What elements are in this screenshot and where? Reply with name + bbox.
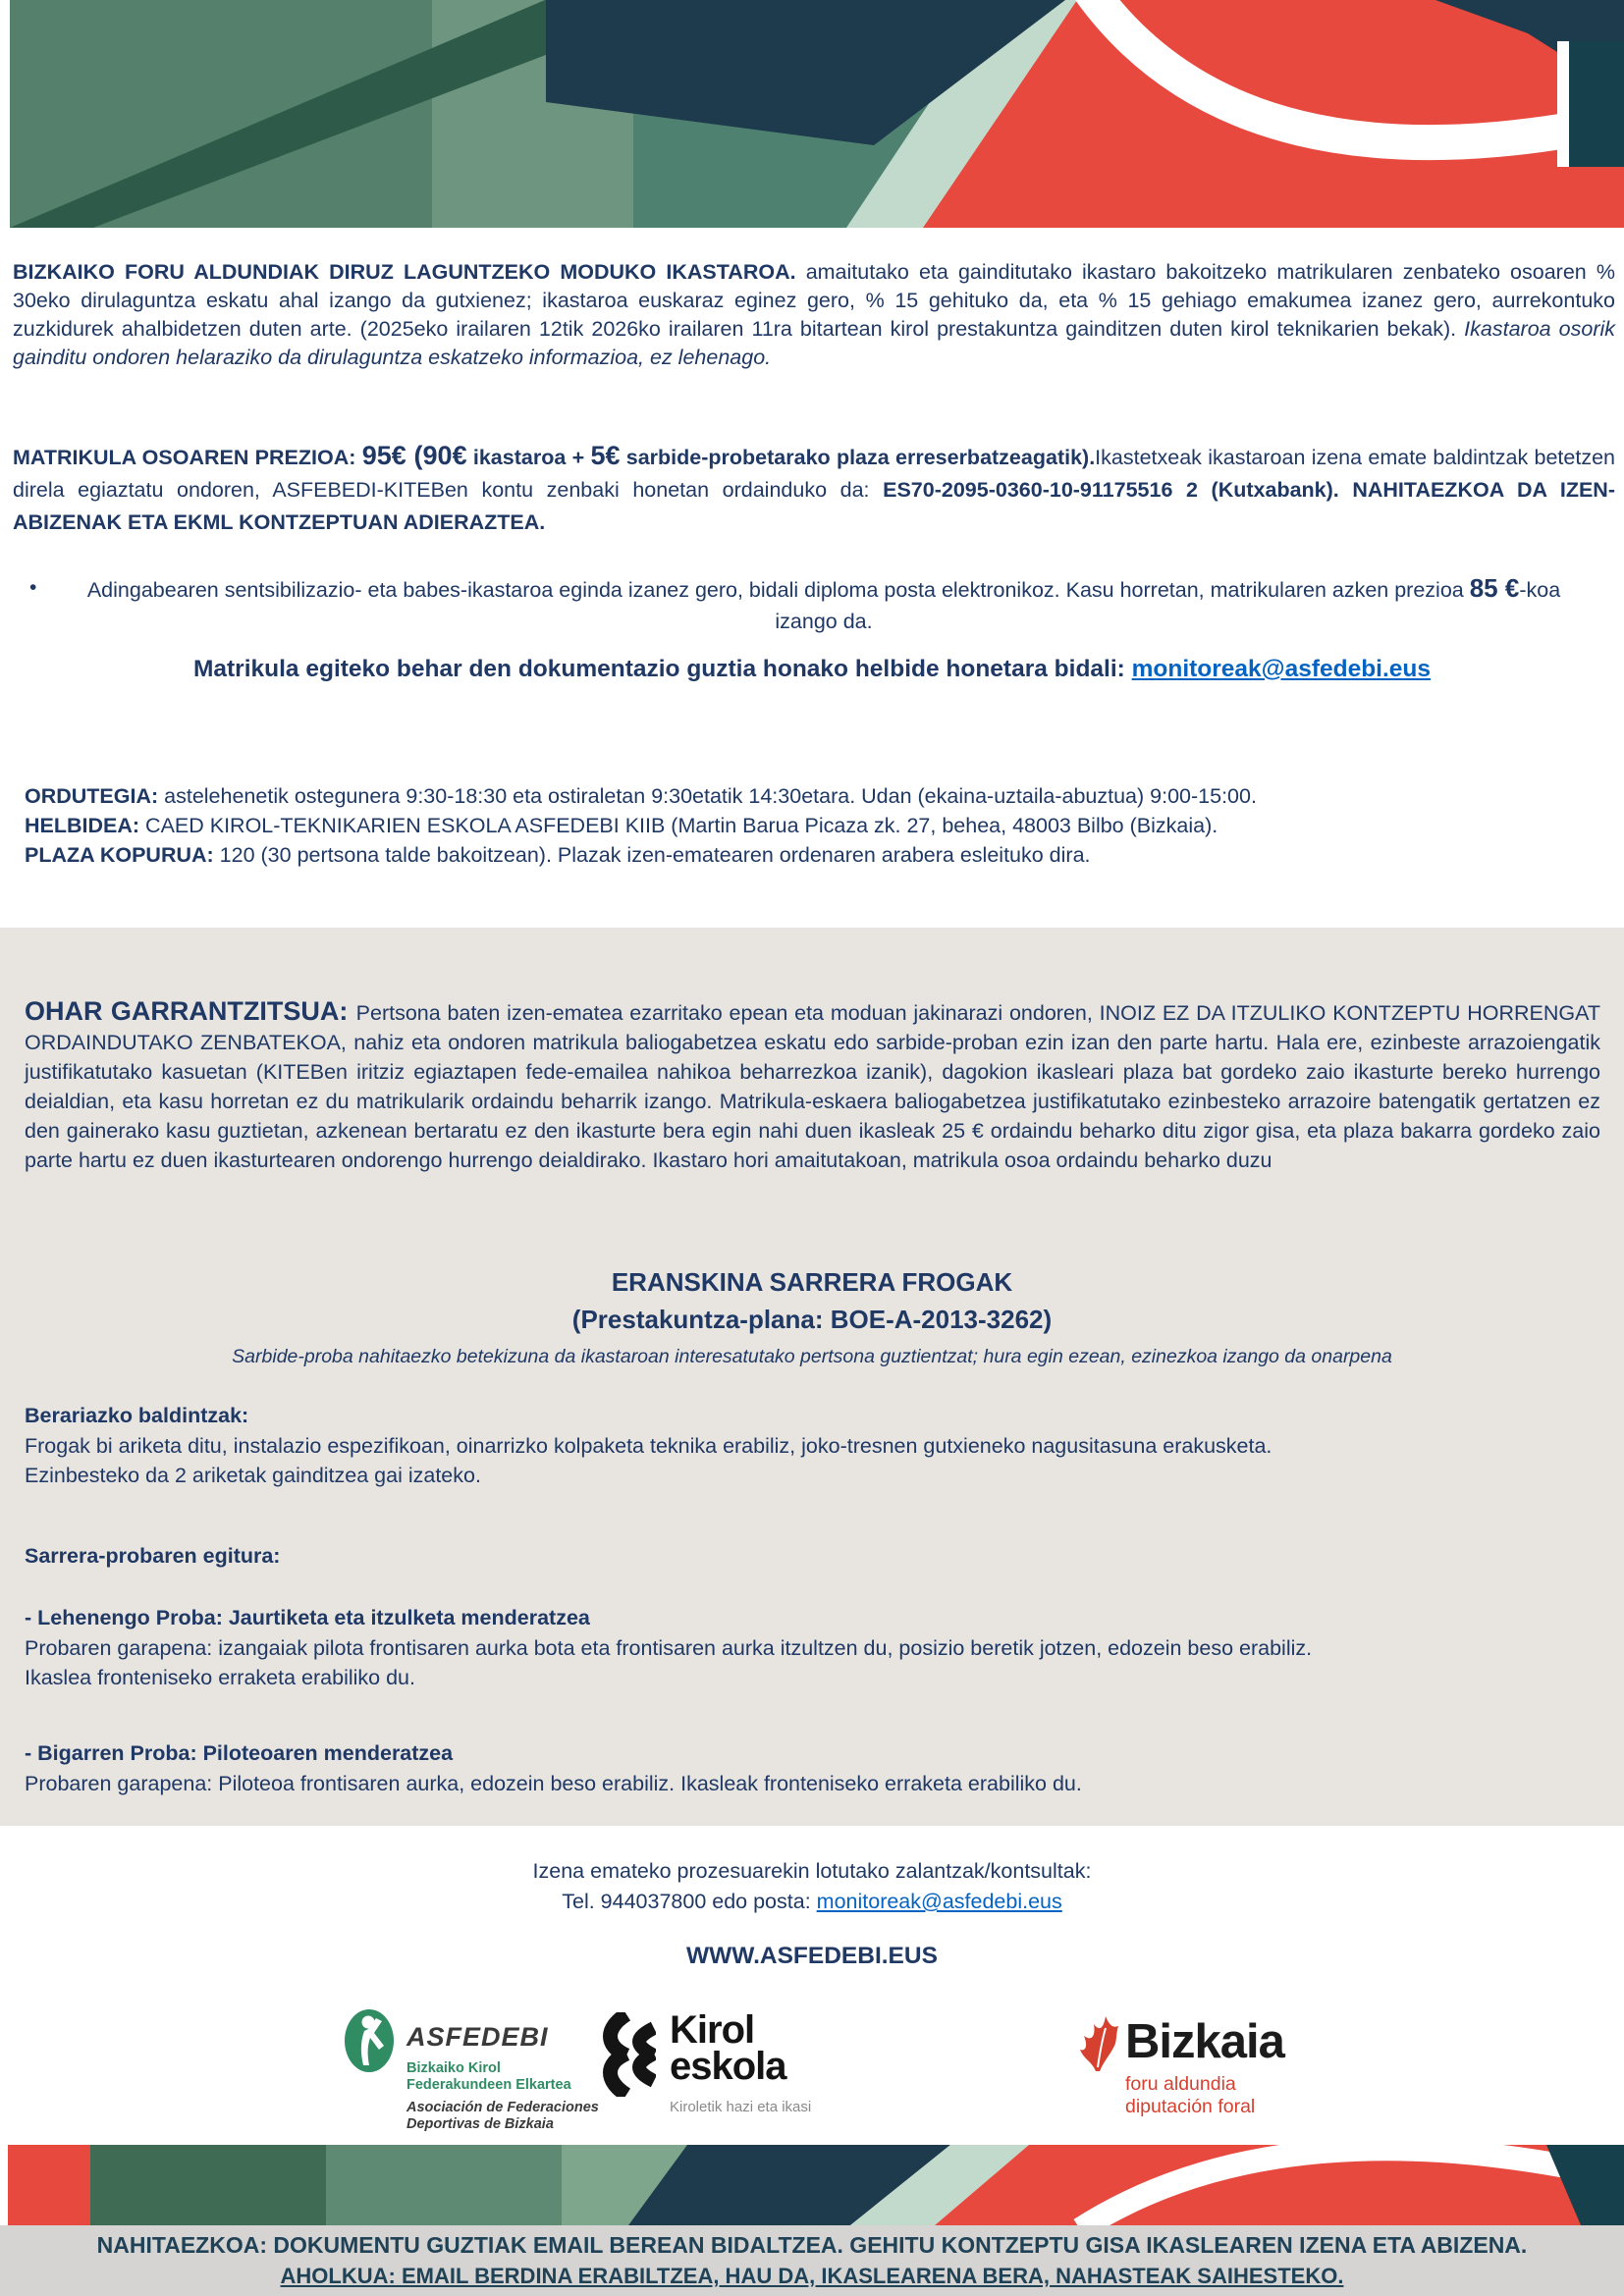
bizkaia-logo [1076, 2012, 1284, 2118]
footer-line1: NAHITAEZKOA: DOKUMENTU GUZTIAK EMAIL BEREAN BIDALTZEA. GEHITU KONTZEPTU GISA IKASLEAREN IZENA ETA ABIZENA. [96, 2232, 1528, 2258]
requirements-block [25, 1401, 1596, 1491]
address-text: CAED KIROL-TEKNIKARIEN ESKOLA ASFEDEBI KIIB (Martin Barua Picaza zk. 27, behea, 48003 Bilbo (Bizkaia). [139, 814, 1218, 837]
capacity-line [25, 840, 1596, 870]
price-amount-reserve: 5€ [590, 440, 621, 470]
contact-line2 [0, 1887, 1624, 1917]
send-docs-text: Matrikula egiteko behar den dokumentazio guztia honako helbide honetara bidali: [192, 656, 1132, 682]
capacity-text: 120 (30 pertsona talde bakoitzean). Plazak izen-ematearen ordenaren arabera esleituko dira. [213, 843, 1091, 867]
price-paragraph [13, 440, 1615, 539]
asfedebi-logo-text [406, 2008, 599, 2133]
bizkaia-sub-line1: foru aldundia [1125, 2073, 1236, 2095]
price-label: MATRIKULA OSOAREN PREZIOA: [13, 445, 362, 469]
test1-line1: Probaren garapena: izangaiak pilota frontisaren aurka bota eta frontisaren aurka itzultzen du, posizio beretik jotzen, edozein beso erabiliz. [25, 1635, 1313, 1660]
header-art-image [0, 0, 1624, 228]
bank-account: ES70-2095-0360-10-91175516 2 (Kutxabank). NAHITAEZKOA DA IZEN-ABIZENAK ETA EKML KONTZEPTUAN ADIERAZTEA. [13, 477, 1615, 534]
asfedebi-logo-basque [406, 2060, 599, 2094]
intro-lead: BIZKAIKO FORU ALDUNDIAK DIRUZ LAGUNTZEKO MODUKO IKASTAROA. [13, 259, 796, 284]
requirements-heading: Berariazko baldintzak: [25, 1404, 249, 1427]
enrollment-email-link[interactable]: monitoreak@asfedebi.eus [1131, 656, 1431, 682]
bizkaia-logo-name: Bizkaia [1125, 2015, 1284, 2068]
address-line [25, 811, 1596, 840]
kirol-eskola-icon [601, 2012, 656, 2097]
bizkaia-logo-sub [1125, 2073, 1284, 2118]
capacity-label: PLAZA KOPURUA: [25, 843, 214, 867]
kirol-word2: eskola [670, 2045, 786, 2088]
footer-art-image [0, 2145, 1624, 2225]
test1-block [25, 1603, 1596, 1693]
notice-heading: OHAR GARRANTZITSUA: [25, 995, 356, 1026]
test1-title: - Lehenengo Proba: Jaurtiketa eta itzulketa menderatzea [25, 1606, 590, 1629]
bullet-icon: • [29, 576, 37, 599]
contact-line1: Izena emateko prozesuarekin lotutako zalantzak/kontsultak: [532, 1859, 1092, 1883]
discount-bullet [29, 572, 1585, 637]
kirol-eskola-logo [601, 2008, 812, 2115]
abstract-header-graphic [0, 0, 1624, 228]
asfedebi-logo-name: ASFEDEBI [406, 2022, 549, 2052]
test2-line1: Probaren garapena: Piloteoa frontisaren aurka, edozein beso erabiliz. Ikasleak fronteniseko erraketa erabiliko du. [25, 1771, 1082, 1795]
kirol-word1: Kirol [670, 2008, 755, 2052]
intro-paragraph [13, 258, 1615, 372]
discount-post: -koa izango da. [775, 578, 1561, 633]
price-amount-main: 95€ (90€ [361, 440, 467, 470]
requirements-line2: Ezinbesteko da 2 ariketak gainditzea gai izateko. [25, 1464, 481, 1487]
asfedebi-es-line1: Asociación de Federaciones [406, 2100, 599, 2115]
intro-italic-note: Ikastaroa osorik gainditu ondoren helaraziko da dirulaguntza eskatzeko informazioa, ez lehenago. [13, 316, 1615, 369]
website-line: WWW.ASFEDEBI.EUS [686, 1943, 938, 1969]
asfedebi-eu-line2: Federakundeen Elkartea [406, 2077, 571, 2093]
kirol-tagline: Kiroletik hazi eta ikasi [670, 2099, 812, 2115]
test2-block [25, 1738, 1596, 1798]
annex-subtitle: (Prestakuntza-plana: BOE-A-2013-3262) [571, 1305, 1053, 1334]
asfedebi-eu-line1: Bizkaiko Kirol [406, 2060, 501, 2076]
notice-paragraph [25, 996, 1600, 1175]
bizkaia-logo-text [1125, 2012, 1284, 2118]
notice-body: Pertsona baten izen-ematea ezarritako epean eta moduan jakinarazi ondoren, INOIZ EZ DA ITZULIKO KONTZEPTU HORRENGAT ORDAINDUTAKO ZENBATEKOA, nahiz eta ondoren matrikula baliogabetzea eskatu edo sarbide-proban ezin izan den parte hartu. Hala ere, ezinbeste arrazoiengatik justifikatutako kasuetan (KITEBen iritziz egiaztapen fede-emailea nahikoa beharrezkoa izanik), dagokion ikasleari plaza bat gordeko zaio ikasturte bereko hurrengo deialdian, eta kasu horretan ez du matrikularik ordaindu beharrik izango. Matrikula-eskaera baliogabetzea justifikatutako ezinbesteko arrazoire batengatik gertatzen ez den gainerako kasu guztietan, azkenean bertaratu ez den ikasturte bera egin nahi duen ikasleak 25 € ordaindu beharko ditu zigor gisa, eta plaza bakarra gordeko zaio parte hartu ez duen ikasturtearen ondorengo hurrengo deialdirako. Ikastaro hori amaitutakoan, matrikula osoa ordaindu beharko duzu [25, 1000, 1600, 1172]
asfedebi-person-icon [344, 2008, 395, 2073]
requirements-line1: Frogak bi ariketa ditu, instalazio espezifikoan, oinarrizko kolpaketa teknika erabiliz, joko-tresnen gutxieneko nagusitasuna erakusketa. [25, 1433, 1272, 1458]
asfedebi-logo [344, 2008, 599, 2133]
discount-price: 85 € [1469, 573, 1520, 603]
send-docs-line [0, 656, 1624, 683]
price-mid1: ikastaroa + [466, 445, 591, 469]
kirol-eskola-text [670, 2008, 812, 2115]
abstract-footer-graphic [0, 2145, 1624, 2225]
test2-title: - Bigarren Proba: Piloteoaren menderatzea [25, 1741, 454, 1765]
intro-body: amaitutako eta gainditutako ikastaro bakoitzeko matrikularen zenbateko osoaren % 30eko dirulaguntza eskatu ahal izango da gutxienez; ikastaroa euskaraz eginez gero, % 15 gehituko da, eta % 15 gehiago emakumea izanez gero, aurrekontuko zuzkidurek ahalbidetzen duten arte. (2025eko irailaren 12tik 2026ko irailaren 11ra bitartean kirol prestakuntza gainditzen duten kirol teknikarien bekak). [13, 259, 1615, 341]
schedule-label: ORDUTEGIA: [25, 784, 159, 808]
course-info-block [25, 781, 1596, 870]
structure-heading: Sarrera-probaren egitura: [25, 1544, 281, 1568]
address-label: HELBIDEA: [25, 814, 140, 837]
footer-line2: AHOLKUA: EMAIL BERDINA ERABILTZEA, HAU DA, IKASLEARENA BERA, NAHASTEAK SAIHESTEKO. [280, 2264, 1344, 2288]
contact-email-link[interactable]: monitoreak@asfedebi.eus [816, 1890, 1062, 1913]
annex-note: Sarbide-proba nahitaezko betekizuna da ikastaroan interesatutako pertsona guztientzat; hura egin ezean, ezinezkoa izango da onarpena [232, 1346, 1392, 1367]
schedule-text: astelehenetik ostegunera 9:30-18:30 eta ostiraletan 9:30etatik 14:30etara. Udan (ekaina-uztaila-abuztua) 9:00-15:00. [158, 784, 1257, 808]
asfedebi-logo-spanish [406, 2100, 599, 2133]
annex-title: ERANSKINA SARRERA FROGAK [611, 1267, 1013, 1297]
contact-phone-text: Tel. 944037800 edo posta: [562, 1890, 817, 1913]
bizkaia-sub-line2: diputación foral [1125, 2096, 1256, 2117]
test1-line2: Ikaslea fronteniseko erraketa erabiliko du. [25, 1666, 415, 1689]
schedule-line [25, 781, 1596, 811]
discount-pre: Adingabearen sentsibilizazio- eta babes-ikastaroa eginda izanez gero, bidali diploma posta elektronikoz. Kasu horretan, matrikularen azken prezioa [86, 578, 1470, 602]
contact-block [0, 1856, 1624, 1917]
bizkaia-leaf-icon [1076, 2012, 1119, 2073]
discount-bullet-text [63, 572, 1585, 637]
asfedebi-es-line2: Deportivas de Bizkaia [406, 2116, 554, 2132]
price-body: Ikastetxeak ikastaroan izena emate baldintzak betetzen direla egiaztatu ondoren, ASFEBEDI-KITEBen kontu zenbaki honetan ordainduko da: [13, 445, 1615, 502]
price-mid2: sarbide-probetarako plaza erreserbatzeagatik). [620, 445, 1096, 469]
